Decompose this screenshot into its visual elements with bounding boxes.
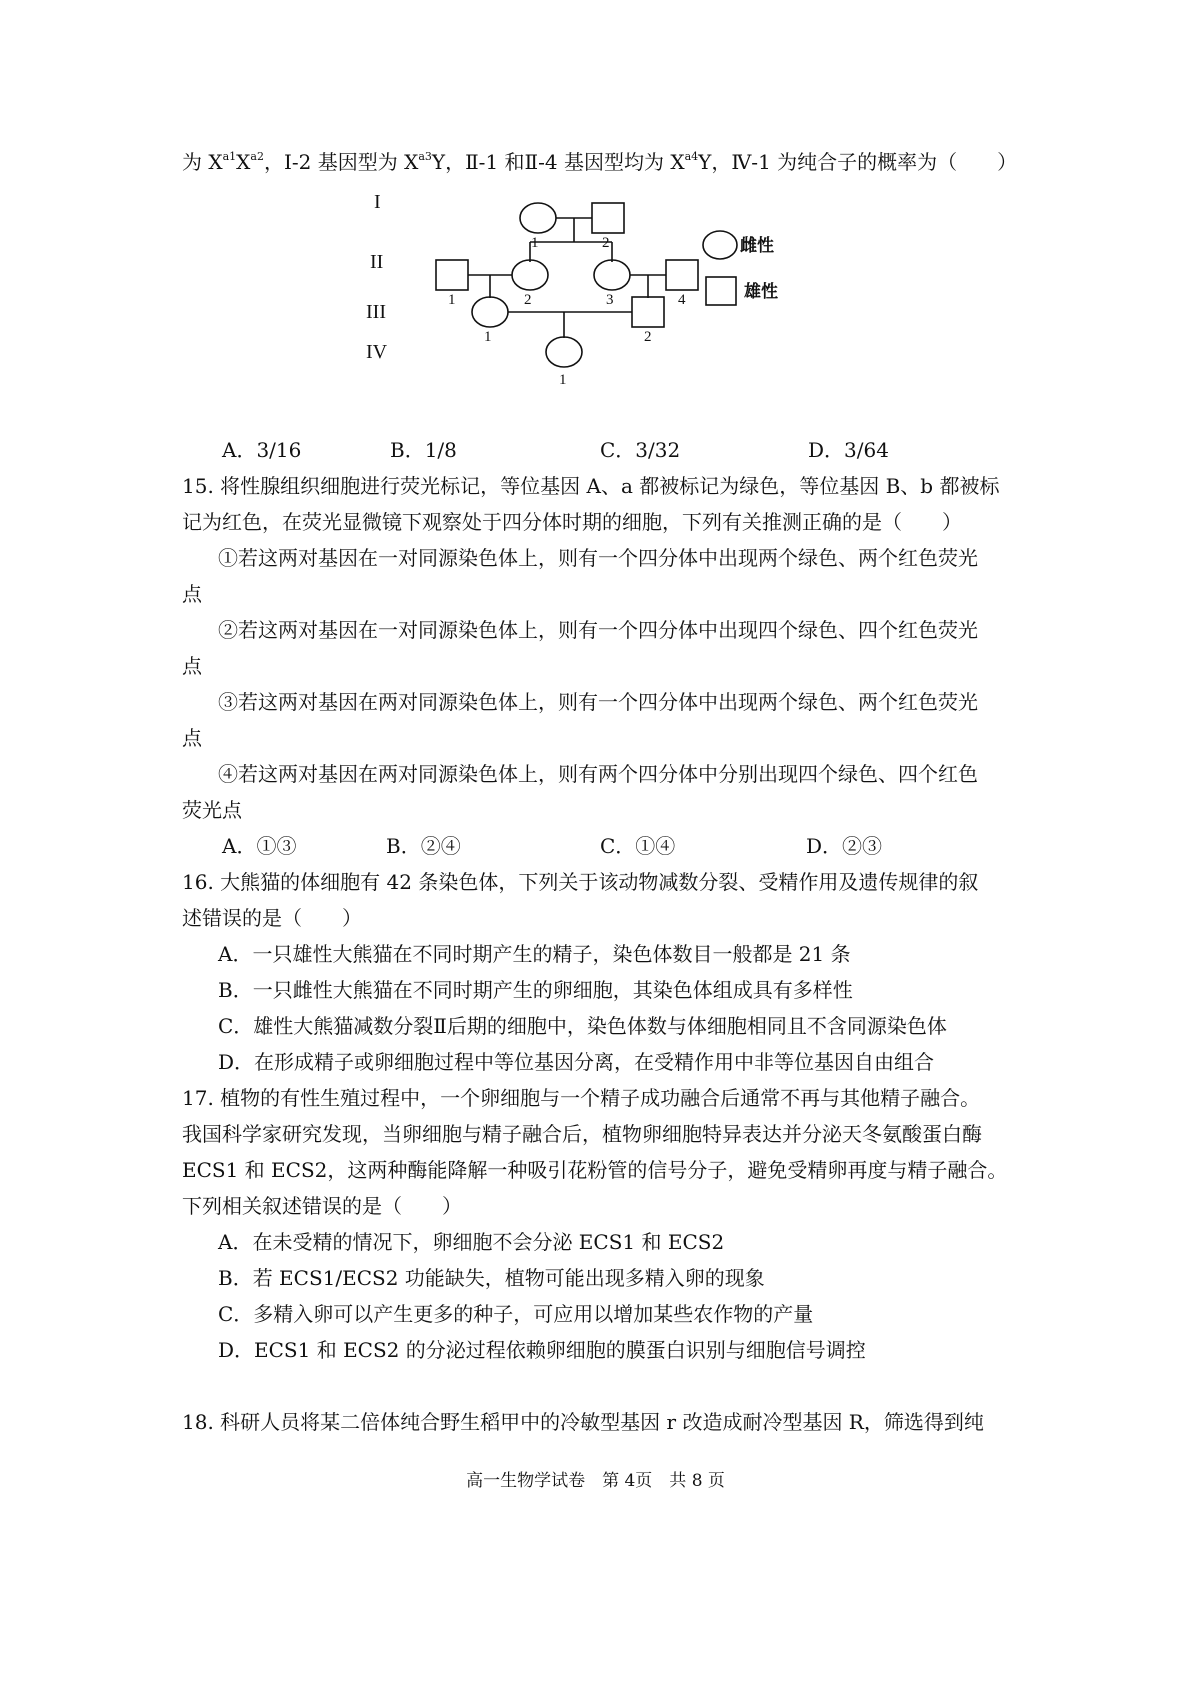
q16-option-c: C．雄性大熊猫减数分裂Ⅱ后期的细胞中，染色体数与体细胞相同且不含同源染色体: [218, 1014, 947, 1038]
label-III-2: 2: [644, 329, 652, 345]
label-II-2: 2: [524, 292, 532, 308]
q15-statement-1: ①若这两对基因在一对同源染色体上，则有一个四分体中出现两个绿色、两个红色荧光: [218, 546, 978, 570]
page-footer: 高一生物学试卷 第 4页 共 8 页: [466, 1471, 725, 1491]
sup-a1: a1: [222, 150, 237, 163]
label-III-1: 1: [484, 329, 492, 345]
pedigree-female-II-3: [594, 260, 630, 290]
q14-option-b: B．1/8: [390, 438, 457, 462]
label-I-1: 1: [531, 235, 539, 251]
pedigree-male-I-2: [592, 203, 624, 233]
q17-line-1: 17. 植物的有性生殖过程中，一个卵细胞与一个精子成功融合后通常不再与其他精子融合。: [182, 1086, 981, 1110]
q15-line-1: 15. 将性腺组织细胞进行荧光标记，等位基因 A、a 都被标记为绿色，等位基因 B、b 都被标: [182, 474, 1000, 498]
q16-option-a: A．一只雄性大熊猫在不同时期产生的精子，染色体数目一般都是 21 条: [218, 942, 851, 966]
sup-a4: a4: [684, 150, 699, 163]
pedigree-male-II-4: [666, 260, 698, 290]
legend-male-symbol: [706, 277, 736, 305]
q15-statement-4-cont: 荧光点: [182, 798, 242, 822]
pedigree-female-I-1: [520, 203, 556, 233]
sup-a3: a3: [418, 150, 432, 163]
q17-line-2: 我国科学家研究发现，当卵细胞与精子融合后，植物卵细胞特异表达并分泌天冬氨酸蛋白酶: [182, 1122, 982, 1146]
q15-option-c: C．①④: [600, 834, 676, 858]
q15-option-a: A．①③: [222, 834, 297, 858]
q15-statement-2: ②若这两对基因在一对同源染色体上，则有一个四分体中出现四个绿色、四个红色荧光: [218, 618, 978, 642]
q15-option-b: B．②④: [386, 834, 461, 858]
stem-text-4: Y，Ⅱ-1 和Ⅱ-4 基因型均为 X: [431, 150, 685, 174]
q15-statement-1-cont: 点: [182, 582, 202, 606]
stem-text-5: Y，Ⅳ-1 为纯合子的概率为（ ）: [698, 150, 1018, 174]
q15-statement-4: ④若这两对基因在两对同源染色体上，则有两个四分体中分别出现四个绿色、四个红色: [218, 762, 978, 786]
label-II-1: 1: [448, 292, 456, 308]
legend-female-symbol: [703, 231, 737, 259]
q16-option-b: B．一只雌性大熊猫在不同时期产生的卵细胞，其染色体组成具有多样性: [218, 978, 853, 1002]
pedigree-female-III-1: [472, 297, 508, 327]
q17-option-c: C．多精入卵可以产生更多的种子，可应用以增加某些农作物的产量: [218, 1302, 814, 1326]
label-IV-1: 1: [559, 372, 567, 388]
q15-statement-3: ③若这两对基因在两对同源染色体上，则有一个四分体中出现两个绿色、两个红色荧光: [218, 690, 978, 714]
q14-option-c: C．3/32: [600, 438, 681, 462]
q17-line-4: 下列相关叙述错误的是（ ）: [182, 1194, 462, 1218]
stem-text-2: X: [236, 150, 251, 174]
pedigree-diagram: [366, 190, 850, 420]
q14-option-d: D．3/64: [808, 438, 889, 462]
stem-text-3: ，I-2 基因型为 X: [263, 150, 419, 174]
legend-female-label: 雌性: [740, 236, 774, 255]
q15-line-2: 记为红色，在荧光显微镜下观察处于四分体时期的细胞，下列有关推测正确的是（ ）: [182, 510, 962, 534]
q16-line-2: 述错误的是（ ）: [182, 906, 362, 930]
q16-option-d: D．在形成精子或卵细胞过程中等位基因分离，在受精作用中非等位基因自由组合: [218, 1050, 935, 1074]
q17-option-d: D．ECS1 和 ECS2 的分泌过程依赖卵细胞的膜蛋白识别与细胞信号调控: [218, 1338, 866, 1362]
q15-statement-3-cont: 点: [182, 726, 202, 750]
q15-statement-2-cont: 点: [182, 654, 202, 678]
gen-label-III: III: [366, 301, 386, 323]
q18-line-1: 18. 科研人员将某二倍体纯合野生稻甲中的冷敏型基因 r 改造成耐冷型基因 R，筛选得到纯: [182, 1410, 984, 1434]
label-II-4: 4: [678, 292, 686, 308]
pedigree-male-II-1: [436, 260, 468, 290]
pedigree-female-II-2: [512, 260, 548, 290]
sup-a2: a2: [250, 150, 264, 163]
q15-option-d: D．②③: [806, 834, 883, 858]
q17-option-b: B．若 ECS1/ECS2 功能缺失，植物可能出现多精入卵的现象: [218, 1266, 765, 1290]
legend-male-label: 雄性: [744, 282, 778, 301]
q14-option-a: A．3/16: [222, 438, 302, 462]
label-I-2: 2: [602, 235, 610, 251]
pedigree-male-III-2: [632, 297, 664, 327]
q16-line-1: 16. 大熊猫的体细胞有 42 条染色体，下列关于该动物减数分裂、受精作用及遗传规律的叙: [182, 870, 979, 894]
q14-stem: [182, 148, 1017, 176]
gen-label-IV: IV: [366, 341, 388, 363]
pedigree-female-IV-1: [546, 337, 582, 367]
label-II-3: 3: [606, 292, 614, 308]
q17-line-3: ECS1 和 ECS2，这两种酶能降解一种吸引花粉管的信号分子，避免受精卵再度与精子融合。: [182, 1158, 1008, 1182]
stem-text-1: 为 X: [182, 150, 223, 174]
gen-label-I: I: [374, 191, 381, 213]
gen-label-II: II: [370, 251, 384, 273]
q17-option-a: A．在未受精的情况下，卵细胞不会分泌 ECS1 和 ECS2: [218, 1230, 725, 1254]
